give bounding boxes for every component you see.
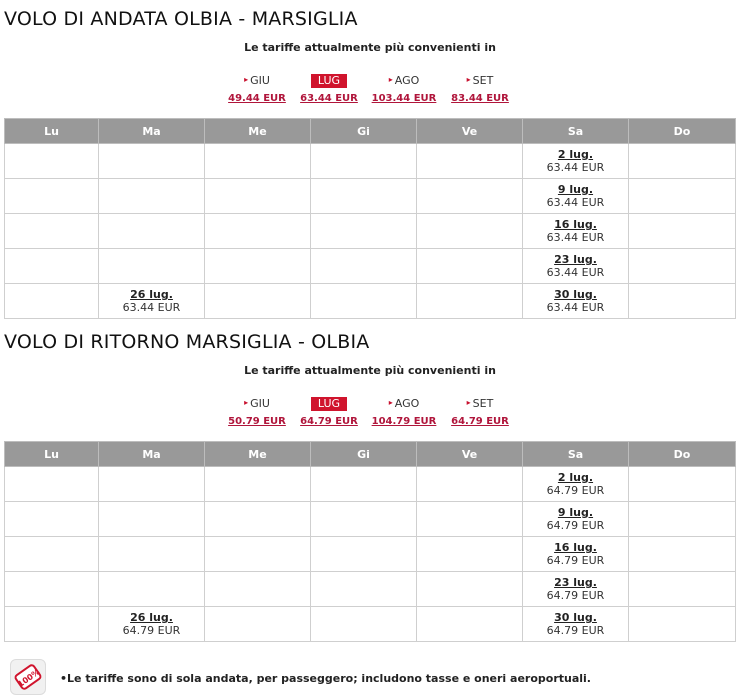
return-month-lug[interactable]: LUG 64.79 EUR [294, 392, 364, 427]
calendar-empty-cell [311, 502, 417, 537]
calendar-week-row [5, 572, 736, 607]
calendar-empty-cell [99, 179, 205, 214]
calendar-empty-cell [311, 249, 417, 284]
calendar-empty-cell [417, 572, 523, 607]
calendar-empty-cell [311, 467, 417, 502]
weekday-header: Lu [5, 119, 99, 144]
calendar-empty-cell [205, 214, 311, 249]
day-date-link[interactable]: 9 lug. [557, 506, 594, 519]
calendar-empty-cell [629, 607, 736, 642]
calendar-empty-cell [629, 179, 736, 214]
weekday-header: Me [205, 119, 311, 144]
outbound-month-ago[interactable]: ▸ AGO 103.44 EUR [369, 69, 439, 104]
calendar-empty-cell [629, 144, 736, 179]
weekday-header: Gi [311, 119, 417, 144]
calendar-day-cell[interactable] [99, 607, 205, 642]
outbound-month-lug[interactable]: LUG 63.44 EUR [294, 69, 364, 104]
weekday-header: Ma [99, 442, 205, 467]
calendar-week-row [5, 502, 736, 537]
calendar-empty-cell [205, 537, 311, 572]
day-date-link[interactable]: 26 lug. [130, 288, 173, 301]
footer [0, 655, 747, 695]
outbound-month-giu[interactable]: ▸ GIU 49.44 EUR [222, 69, 292, 104]
calendar-empty-cell [205, 607, 311, 642]
calendar-empty-cell [5, 249, 99, 284]
calendar-week-row [5, 144, 736, 179]
return-month-selector [0, 392, 747, 442]
day-date-link[interactable]: 23 lug. [554, 576, 597, 589]
calendar-day-cell[interactable] [99, 284, 205, 319]
weekday-header-row [5, 119, 736, 144]
outbound-month-price[interactable]: 63.44 EUR [300, 93, 358, 104]
calendar-empty-cell [629, 284, 736, 319]
return-month-price[interactable]: 50.79 EUR [228, 416, 286, 427]
calendar-empty-cell [417, 467, 523, 502]
weekday-header: Me [205, 442, 311, 467]
day-date-link[interactable]: 30 lug. [554, 288, 597, 301]
weekday-header: Lu [5, 442, 99, 467]
calendar-empty-cell [205, 502, 311, 537]
calendar-empty-cell [311, 144, 417, 179]
calendar-empty-cell [205, 284, 311, 319]
calendar-day-cell[interactable] [523, 284, 629, 319]
calendar-week-row [5, 179, 736, 214]
calendar-empty-cell [311, 607, 417, 642]
calendar-empty-cell [311, 572, 417, 607]
arrow-right-icon: ▸ [466, 75, 471, 84]
day-date-link[interactable]: 26 lug. [130, 611, 173, 624]
calendar-empty-cell [5, 179, 99, 214]
calendar-day-cell[interactable] [523, 502, 629, 537]
calendar-empty-cell [99, 502, 205, 537]
calendar-empty-cell [629, 537, 736, 572]
calendar-empty-cell [5, 607, 99, 642]
return-section [0, 331, 747, 643]
calendar-empty-cell [417, 502, 523, 537]
day-price: 64.79 EUR [546, 519, 605, 532]
outbound-calendar [4, 118, 736, 319]
arrow-right-icon: ▸ [244, 398, 249, 407]
calendar-empty-cell [417, 284, 523, 319]
calendar-week-row [5, 284, 736, 319]
calendar-empty-cell [5, 467, 99, 502]
outbound-subtitle: Le tariffe attualmente più convenienti in [244, 41, 496, 54]
calendar-empty-cell [205, 179, 311, 214]
outbound-month-price[interactable]: 83.44 EUR [451, 93, 509, 104]
calendar-week-row [5, 607, 736, 642]
day-date-link[interactable]: 16 lug. [554, 218, 597, 231]
calendar-empty-cell [99, 537, 205, 572]
calendar-empty-cell [5, 502, 99, 537]
day-price: 64.79 EUR [546, 624, 605, 637]
calendar-empty-cell [99, 249, 205, 284]
return-calendar [4, 441, 736, 642]
return-month-price[interactable]: 104.79 EUR [371, 416, 437, 427]
calendar-empty-cell [311, 179, 417, 214]
calendar-day-cell[interactable] [523, 179, 629, 214]
calendar-empty-cell [629, 502, 736, 537]
return-month-price[interactable]: 64.79 EUR [451, 416, 509, 427]
return-month-giu[interactable]: ▸ GIU 50.79 EUR [222, 392, 292, 427]
weekday-header: Ve [417, 442, 523, 467]
calendar-empty-cell [417, 179, 523, 214]
day-date-link[interactable]: 2 lug. [557, 148, 594, 161]
100-percent-stamp-icon [10, 659, 46, 695]
calendar-empty-cell [417, 144, 523, 179]
outbound-month-price[interactable]: 103.44 EUR [371, 93, 437, 104]
day-date-link[interactable]: 30 lug. [554, 611, 597, 624]
calendar-empty-cell [205, 144, 311, 179]
arrow-right-icon: ▸ [388, 398, 393, 407]
weekday-header: Do [629, 119, 736, 144]
calendar-empty-cell [5, 284, 99, 319]
calendar-empty-cell [311, 284, 417, 319]
calendar-day-cell[interactable] [523, 572, 629, 607]
day-price: 63.44 EUR [546, 231, 605, 244]
day-date-link[interactable]: 23 lug. [554, 253, 597, 266]
day-date-link[interactable]: 9 lug. [557, 183, 594, 196]
arrow-right-icon: ▸ [466, 398, 471, 407]
calendar-week-row [5, 214, 736, 249]
fare-note: •Le tariffe sono di sola andata, per passeggero; includono tasse e oneri aeroportuali. [60, 672, 591, 685]
return-month-ago[interactable]: ▸ AGO 104.79 EUR [369, 392, 439, 427]
return-title: VOLO DI RITORNO MARSIGLIA - OLBIA [4, 331, 370, 353]
weekday-header-row [5, 442, 736, 467]
weekday-header: Ve [417, 119, 523, 144]
calendar-empty-cell [417, 607, 523, 642]
day-price: 64.79 EUR [546, 484, 605, 497]
outbound-month-selector [0, 69, 747, 119]
outbound-section [0, 8, 747, 320]
calendar-day-cell[interactable] [523, 249, 629, 284]
day-price: 64.79 EUR [122, 624, 181, 637]
day-price: 63.44 EUR [546, 301, 605, 314]
day-price: 63.44 EUR [546, 196, 605, 209]
outbound-month-price[interactable]: 49.44 EUR [228, 93, 286, 104]
calendar-empty-cell [5, 144, 99, 179]
return-subtitle: Le tariffe attualmente più convenienti in [244, 364, 496, 377]
day-price: 63.44 EUR [122, 301, 181, 314]
return-month-set[interactable]: ▸ SET 64.79 EUR [445, 392, 515, 427]
return-month-price[interactable]: 64.79 EUR [300, 416, 358, 427]
outbound-title: VOLO DI ANDATA OLBIA - MARSIGLIA [4, 8, 358, 30]
calendar-empty-cell [205, 249, 311, 284]
calendar-empty-cell [205, 572, 311, 607]
calendar-day-cell[interactable] [523, 467, 629, 502]
weekday-header: Gi [311, 442, 417, 467]
calendar-empty-cell [99, 572, 205, 607]
day-price: 64.79 EUR [546, 554, 605, 567]
calendar-empty-cell [311, 537, 417, 572]
calendar-day-cell[interactable] [523, 607, 629, 642]
calendar-empty-cell [205, 467, 311, 502]
day-price: 63.44 EUR [546, 161, 605, 174]
weekday-header: Ma [99, 119, 205, 144]
arrow-right-icon: ▸ [388, 75, 393, 84]
day-price: 63.44 EUR [546, 266, 605, 279]
calendar-empty-cell [629, 572, 736, 607]
calendar-empty-cell [629, 467, 736, 502]
weekday-header: Do [629, 442, 736, 467]
calendar-day-cell[interactable] [523, 537, 629, 572]
calendar-day-cell[interactable] [523, 214, 629, 249]
calendar-empty-cell [99, 214, 205, 249]
svg-text:100%: 100% [16, 667, 42, 690]
calendar-week-row [5, 467, 736, 502]
calendar-empty-cell [5, 572, 99, 607]
calendar-empty-cell [99, 144, 205, 179]
calendar-empty-cell [629, 249, 736, 284]
arrow-right-icon: ▸ [244, 75, 249, 84]
day-date-link[interactable]: 16 lug. [554, 541, 597, 554]
calendar-empty-cell [417, 214, 523, 249]
day-price: 64.79 EUR [546, 589, 605, 602]
calendar-week-row [5, 249, 736, 284]
calendar-empty-cell [417, 537, 523, 572]
outbound-month-set[interactable]: ▸ SET 83.44 EUR [445, 69, 515, 104]
calendar-week-row [5, 537, 736, 572]
calendar-empty-cell [311, 214, 417, 249]
calendar-empty-cell [5, 537, 99, 572]
weekday-header: Sa [523, 442, 629, 467]
calendar-day-cell[interactable] [523, 144, 629, 179]
weekday-header: Sa [523, 119, 629, 144]
calendar-empty-cell [417, 249, 523, 284]
day-date-link[interactable]: 2 lug. [557, 471, 594, 484]
calendar-empty-cell [629, 214, 736, 249]
calendar-empty-cell [5, 214, 99, 249]
calendar-empty-cell [99, 467, 205, 502]
